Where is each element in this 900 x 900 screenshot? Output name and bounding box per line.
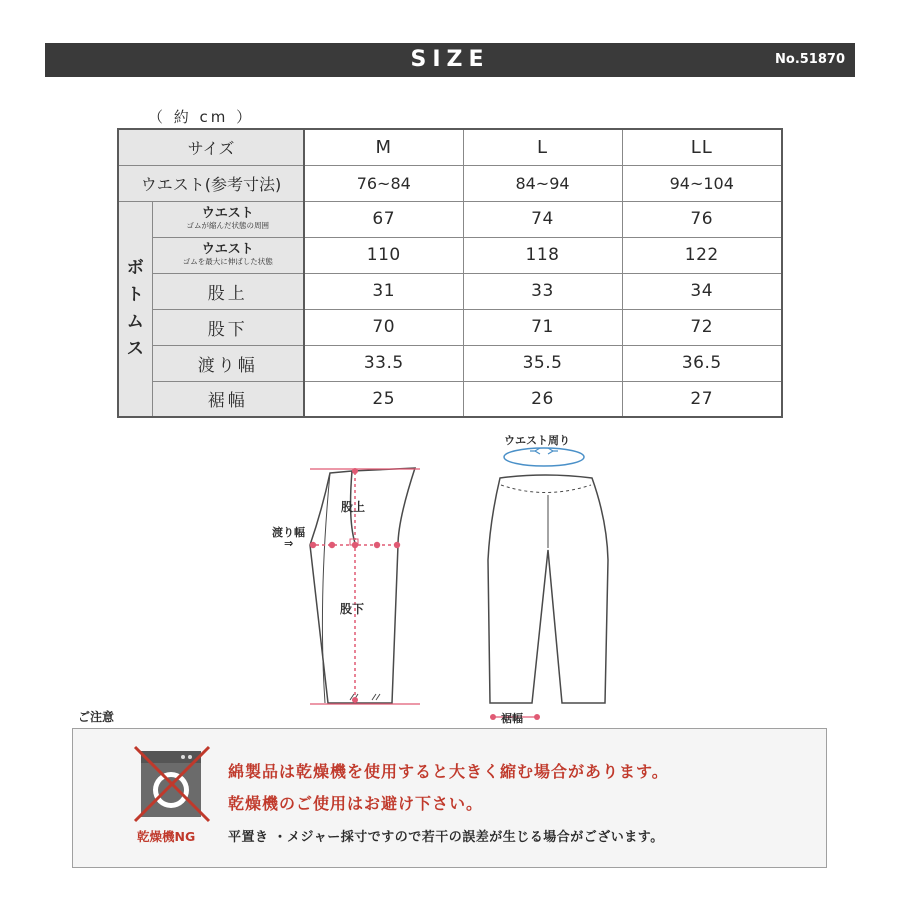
table-cell: 110 [304, 237, 463, 273]
care-note-line3: 平置き ・メジャー採寸ですので若干の誤差が生じる場合がございます。 [228, 830, 664, 845]
row-label-rise: 股上 [152, 273, 304, 309]
inseam-diagram-label: 股下 [340, 602, 365, 616]
table-cell: 25 [304, 381, 463, 417]
waist-diagram-label: ウエスト周り [504, 434, 570, 447]
table-cell: 27 [622, 381, 782, 417]
row-label-waist-stretched: ウエスト ゴムを最大に伸ばした状態 [152, 237, 304, 273]
dryer-ng-icon [133, 743, 213, 823]
thigh-arrow-icon: ⇒ [284, 537, 294, 550]
ref-waist-label: ウエスト(参考寸法) [118, 165, 304, 201]
size-ll-header: LL [622, 129, 782, 165]
table-cell: 122 [622, 237, 782, 273]
ref-waist-m: 76~84 [304, 165, 463, 201]
unit-note: （ 約 cm ） [148, 108, 255, 126]
product-number: No.51870 [775, 52, 845, 67]
row-label-waist-relaxed: ウエスト ゴムが縮んだ状態の周囲 [152, 201, 304, 237]
table-cell: 72 [622, 309, 782, 345]
ref-waist-l: 84~94 [463, 165, 622, 201]
waist-circumference-marker [504, 448, 584, 466]
thigh-diagram-label: 渡り幅 [272, 526, 305, 539]
care-box [72, 728, 827, 868]
table-cell: 35.5 [463, 345, 622, 381]
table-cell: 36.5 [622, 345, 782, 381]
table-cell: 70 [304, 309, 463, 345]
row-label-hem: 裾幅 [152, 381, 304, 417]
front-view-pants-drawing [488, 475, 608, 703]
care-warning-line1: 綿製品は乾燥機を使用すると大きく縮む場合があります。 [228, 762, 669, 781]
rise-diagram-label: 股上 [341, 500, 366, 514]
row-label-inseam: 股下 [152, 309, 304, 345]
table-cell: 33.5 [304, 345, 463, 381]
table-cell: 34 [622, 273, 782, 309]
size-m-header: M [304, 129, 463, 165]
table-cell: 71 [463, 309, 622, 345]
size-label-cell: サイズ [118, 129, 304, 165]
size-l-header: L [463, 129, 622, 165]
bottoms-group-label: ボ ト ム ス [118, 201, 152, 417]
table-cell: 26 [463, 381, 622, 417]
table-cell: 74 [463, 201, 622, 237]
ref-waist-ll: 94~104 [622, 165, 782, 201]
page-title: SIZE [410, 47, 490, 72]
care-heading: ご注意 [78, 710, 115, 724]
hem-diagram-label: 裾幅 [501, 712, 523, 725]
care-warning-line2: 乾燥機のご使用はお避け下さい。 [228, 794, 484, 813]
table-cell: 33 [463, 273, 622, 309]
table-cell: 118 [463, 237, 622, 273]
table-cell: 76 [622, 201, 782, 237]
row-label-thigh: 渡り幅 [152, 345, 304, 381]
table-cell: 31 [304, 273, 463, 309]
dryer-ng-label: 乾燥機NG [137, 829, 196, 844]
table-cell: 67 [304, 201, 463, 237]
